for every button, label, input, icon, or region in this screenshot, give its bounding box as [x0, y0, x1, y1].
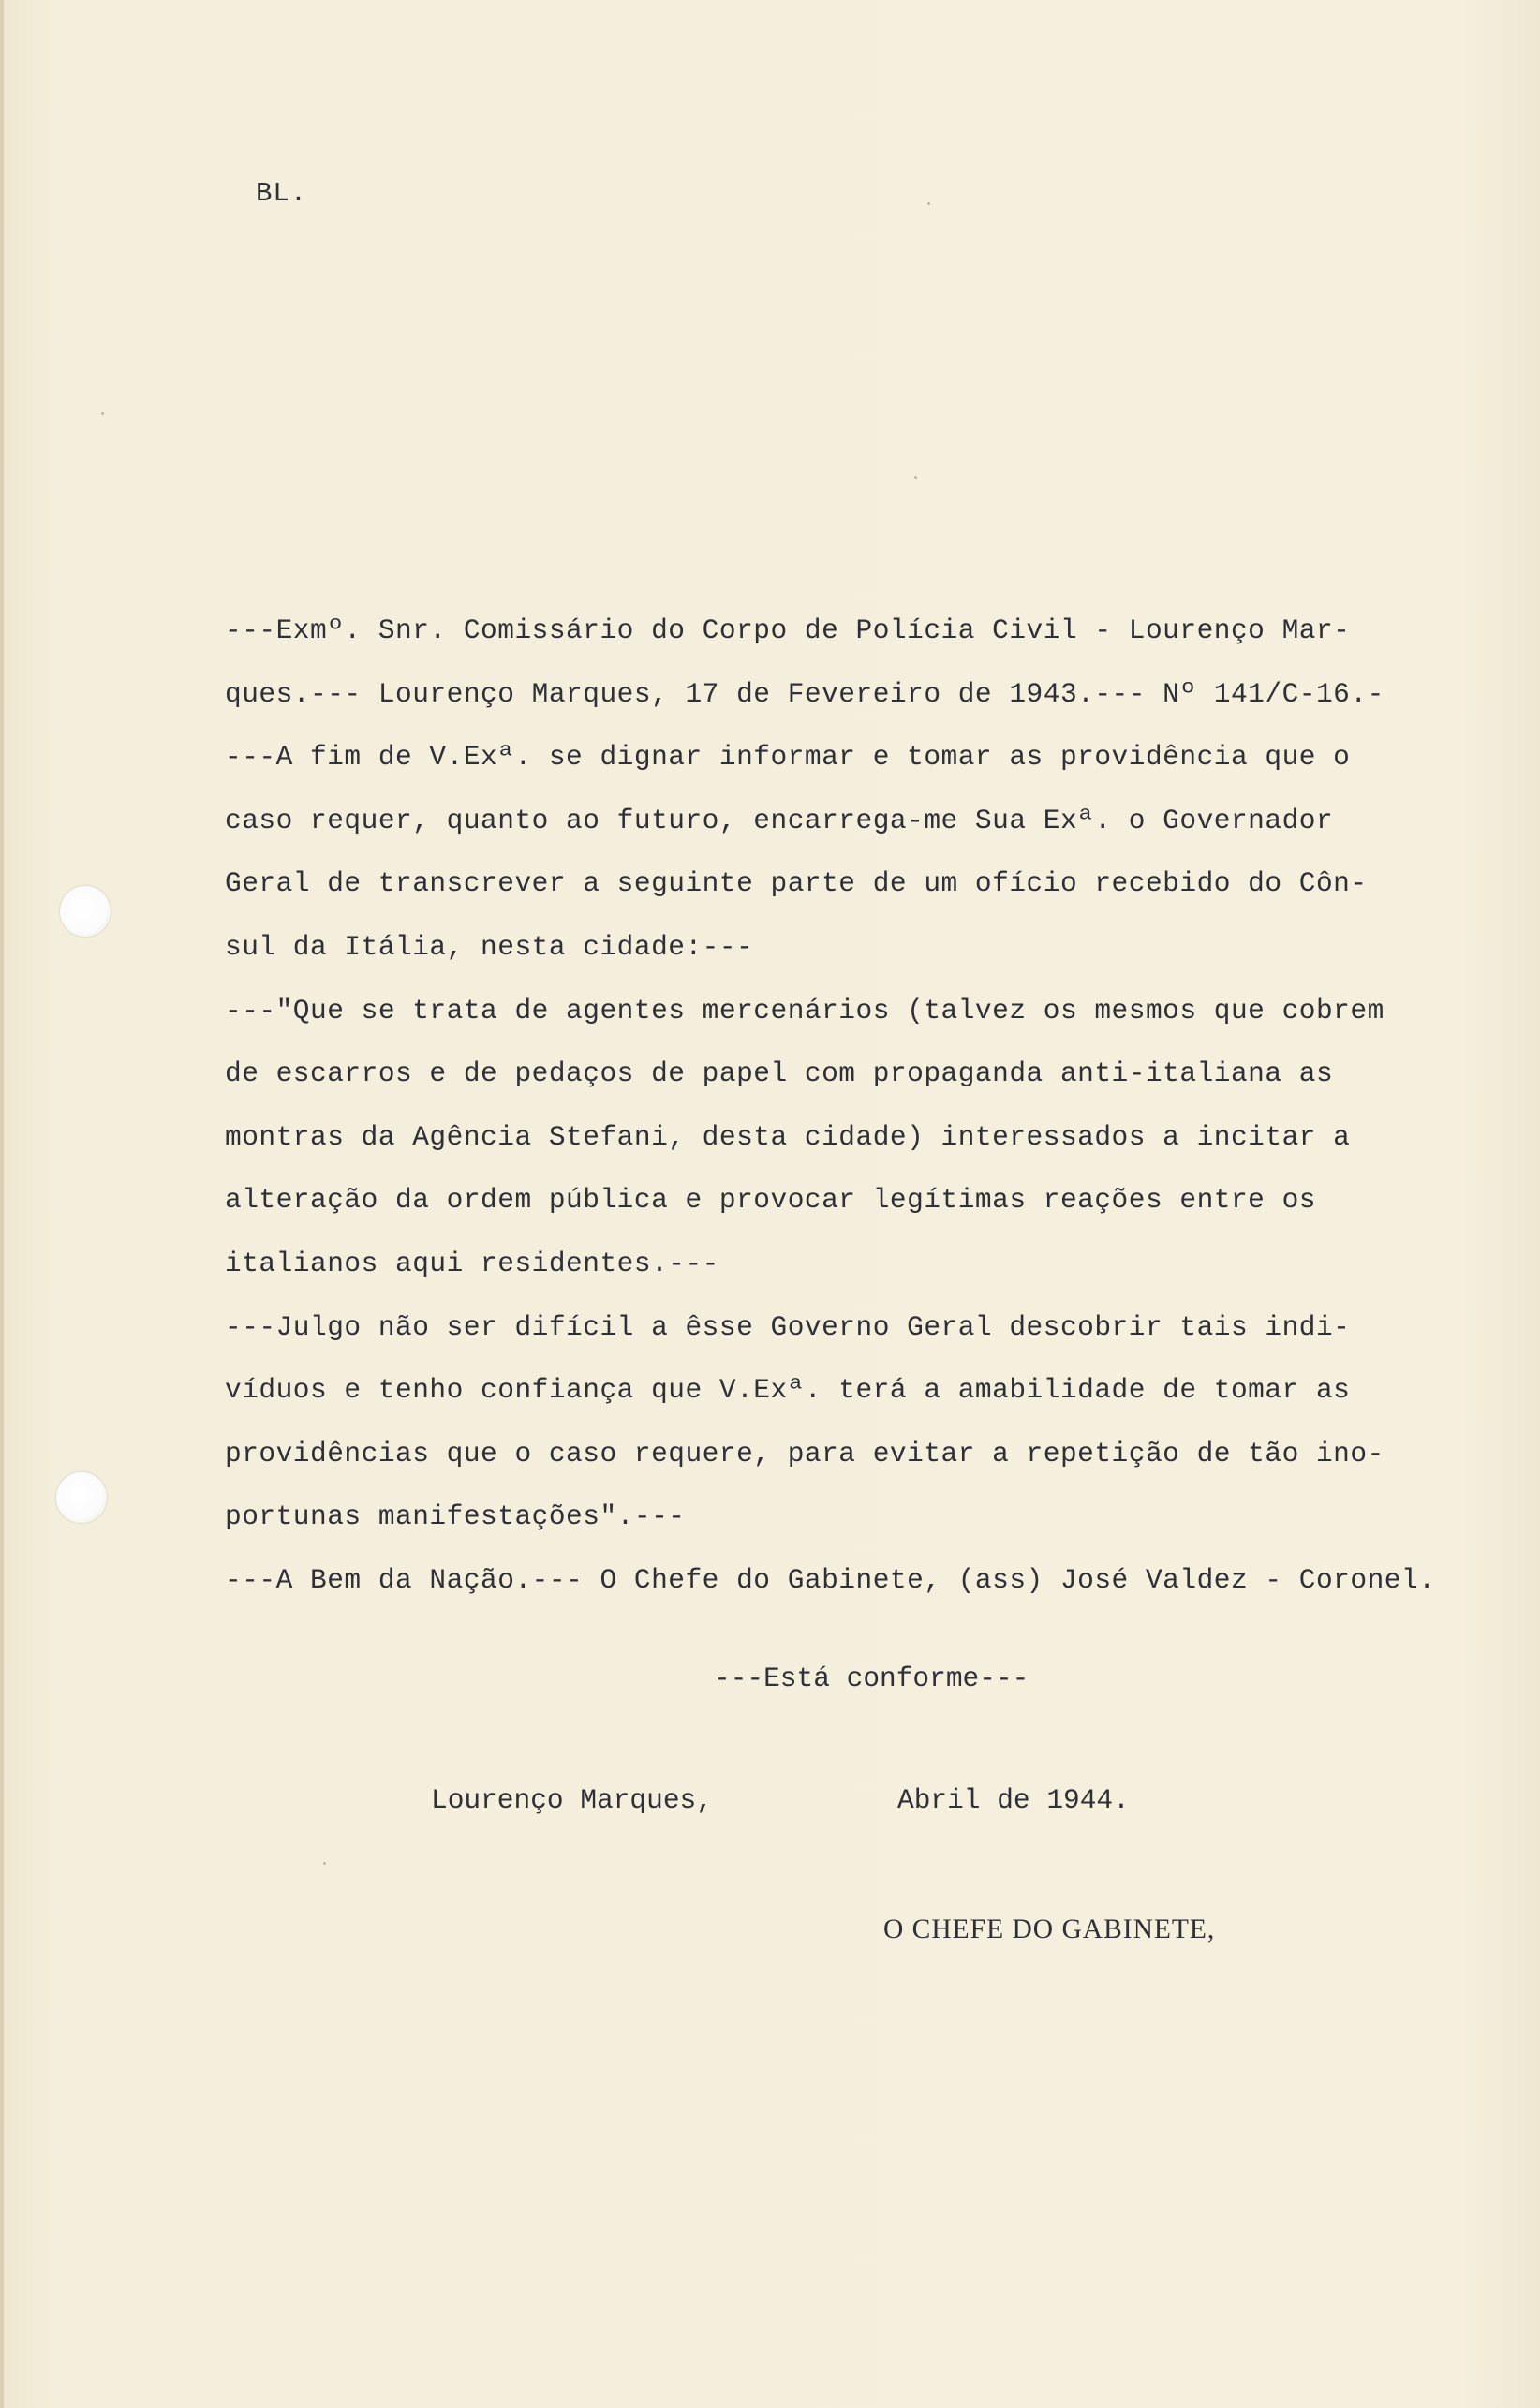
- certification-line: ---Está conforme---: [714, 1662, 1029, 1694]
- body-line: ---A fim de V.Exª. se dignar informar e tomar as providência que o: [225, 741, 1351, 774]
- punch-hole-top: [60, 886, 111, 937]
- body-line: providências que o caso requere, para evitar a repetição de tão ino-: [225, 1437, 1385, 1470]
- place-line: Lourenço Marques,: [431, 1784, 713, 1816]
- paper-speck: [323, 1862, 326, 1865]
- body-line: italianos aqui residentes.---: [225, 1247, 719, 1279]
- body-line: caso requer, quanto ao futuro, encarrega-me Sua Exª. o Governador: [225, 804, 1334, 836]
- signer-title: O CHEFE DO GABINETE,: [883, 1914, 1216, 1944]
- paper-speck: [101, 412, 104, 415]
- body-line: ---A Bem da Nação.--- O Chefe do Gabinete, (ass) José Valdez - Coronel.: [225, 1563, 1436, 1596]
- paper-speck: [914, 476, 917, 479]
- body-line: Geral de transcrever a seguinte parte de um ofício recebido do Côn-: [225, 867, 1368, 900]
- body-line: portunas manifestações".---: [225, 1500, 686, 1533]
- body-line: de escarros e de pedaços de papel com propaganda anti-italiana as: [225, 1057, 1334, 1090]
- date-line: Abril de 1944.: [897, 1784, 1130, 1816]
- body-line: ---Exmº. Snr. Comissário do Corpo de Polícia Civil - Lourenço Mar-: [225, 614, 1351, 646]
- body-line: ---"Que se trata de agentes mercenários (talvez os mesmos que cobrem: [225, 994, 1385, 1027]
- body-line: montras da Agência Stefani, desta cidade) interessados a incitar a: [225, 1120, 1351, 1153]
- body-line: alteração da ordem pública e provocar legítimas reações entre os: [225, 1184, 1316, 1217]
- body-line: víduos e tenho confiança que V.Exª. terá a amabilidade de tomar as: [225, 1374, 1351, 1407]
- document-header-code: BL.: [256, 178, 308, 209]
- body-line: ques.--- Lourenço Marques, 17 de Fevereiro de 1943.--- Nº 141/C-16.-: [225, 677, 1385, 710]
- body-line: sul da Itália, nesta cidade:---: [225, 930, 754, 963]
- letter-body: [225, 599, 1540, 1613]
- punch-hole-bottom: [56, 1472, 107, 1523]
- paper-left-edge: [0, 0, 4, 2408]
- body-line: ---Julgo não ser difícil a êsse Governo Geral descobrir tais indi-: [225, 1310, 1351, 1343]
- paper-speck: [927, 202, 930, 205]
